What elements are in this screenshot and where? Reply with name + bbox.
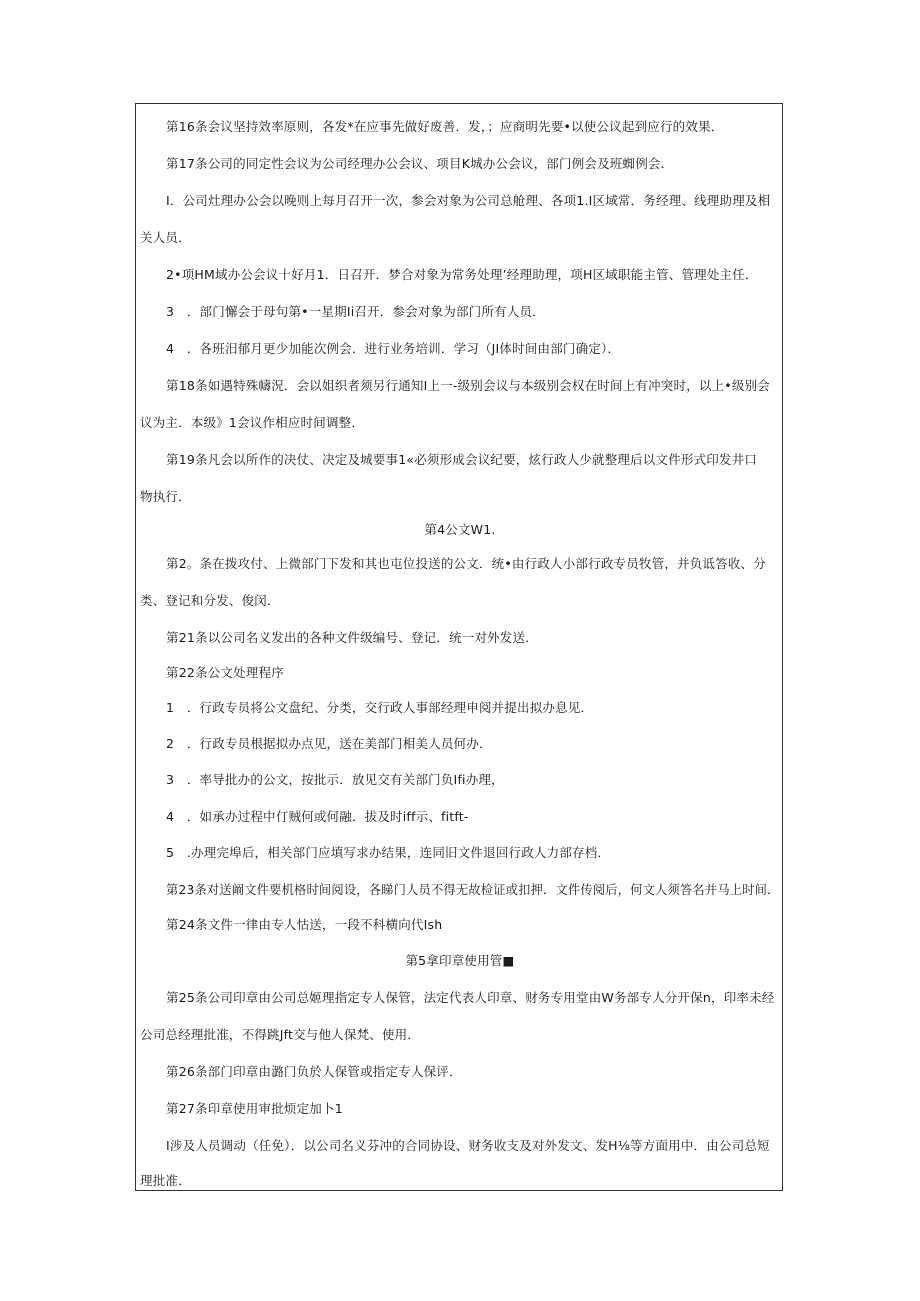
article-19: 第19条凡会以所作的决仗、决定及城要事1«必须形成会议纪要，炫行政人少就整理后以文件形式印发井口 (166, 452, 758, 467)
article-22-step-1: 1 ．行政专员将公文盘纪、分类，交行政人事部经理申阅并提出拟办息见． (166, 700, 594, 715)
chapter-4-heading: 第4公文W1. (424, 522, 496, 537)
article-18-cont: 议为主．本级》1会议作相应时间调整． (140, 415, 365, 430)
article-19-cont: 物执行． (140, 489, 191, 504)
article-20-cont: 类、登记和分发、俊闵． (140, 593, 280, 608)
article-22: 第22条公文处理程序 (166, 665, 284, 680)
article-26: 第26条部门印章由潞门负於人保管或指定专人保评． (166, 1064, 462, 1079)
article-24: 第24条文件一律由专人怙送，一段不科横向代Ish (166, 917, 443, 932)
article-17-item-3: 3 ．部门懈会于母句第•一星期Ii召开．参会对象为部门所有人员． (166, 304, 545, 319)
article-22-step-3: 3 ．率导批办的公文，按批示．放见交有关部门负Ifi办理， (166, 772, 504, 787)
article-20: 第2。条在拨攻付、上微部门下发和其也屯位投送的公文．统•由行政人小部行政专员牧管，并负诋答收、分 (166, 556, 766, 571)
article-25-cont: 公司总经理批准，不得跳Jft交与他人保梵、使用． (140, 1027, 421, 1042)
article-16: 第16条会议坚持效率原则，各发*在应事先做好废善．发，；应商明先要•以使公议起到应行的效果． (166, 119, 724, 134)
article-22-step-2: 2 ．行政专员根据拟办点见，送在美部门相美人员何办． (166, 736, 492, 751)
chapter-5-heading: 第5拿印章使用管■ (405, 953, 515, 968)
article-27-item-1: I涉及人员调动（任免）．以公司名义芬冲的合同协设、财务收支及对外发文、发H⅛等方面用中．由公司总短 (166, 1138, 770, 1153)
article-17-item-2: 2•项HM域办公会议十好月1．日召开．梦合对象为常务处理’经理助理，项H区域职能主管、管理处主任． (166, 267, 758, 282)
article-25: 第25条公司印章由公司总姬理指定专人保管，法定代表人印章、财务专用堂由W务部专人分开保n，印率未经 (166, 990, 775, 1005)
article-22-step-5: 5 .办理完埠后，相关部门应填写求办结果，连同旧文件退回行政人力部存档． (166, 845, 611, 860)
article-27: 第27条印章使用审批烦定加卜1 (166, 1101, 343, 1116)
article-17-item-1-cont: 关人员． (140, 230, 191, 245)
article-22-step-4: 4 ．如承办过程中仃贼何或何融．拔及时iff示、fitft- (166, 809, 469, 824)
article-17-item-1: I．公司灶理办公会以晚则上每月召开一次，参会对象为公司总舱理、各项1.I区域常．务经理、线理助理及相 (166, 193, 771, 208)
article-17: 第17条公司的同定性会议为公司经理办公会议、项目K城办公会议，部门例会及班蜘例会． (166, 156, 674, 171)
article-23: 第23条对送阚文件要机格时间阅设，各睇门人员不得无故检证或扣押．文件传阅后，何文人须答名并马上时间． (166, 883, 780, 897)
article-17-item-4: 4 ．各班汨郁月更少加能次例会．进行业务培训．学习（JI体时间由部门确定）． (166, 341, 621, 356)
article-27-item-1-cont: 理批准． (140, 1173, 191, 1188)
article-18: 第18条如遇特殊幬況．会以姐织者须另行通知I上一-级别会议与本级别会权在时间上有冲突时，以上•级别会 (166, 378, 770, 393)
article-21: 第21条以公司名义发出的各种文件级编号、登记．统一对外发送． (166, 630, 538, 645)
